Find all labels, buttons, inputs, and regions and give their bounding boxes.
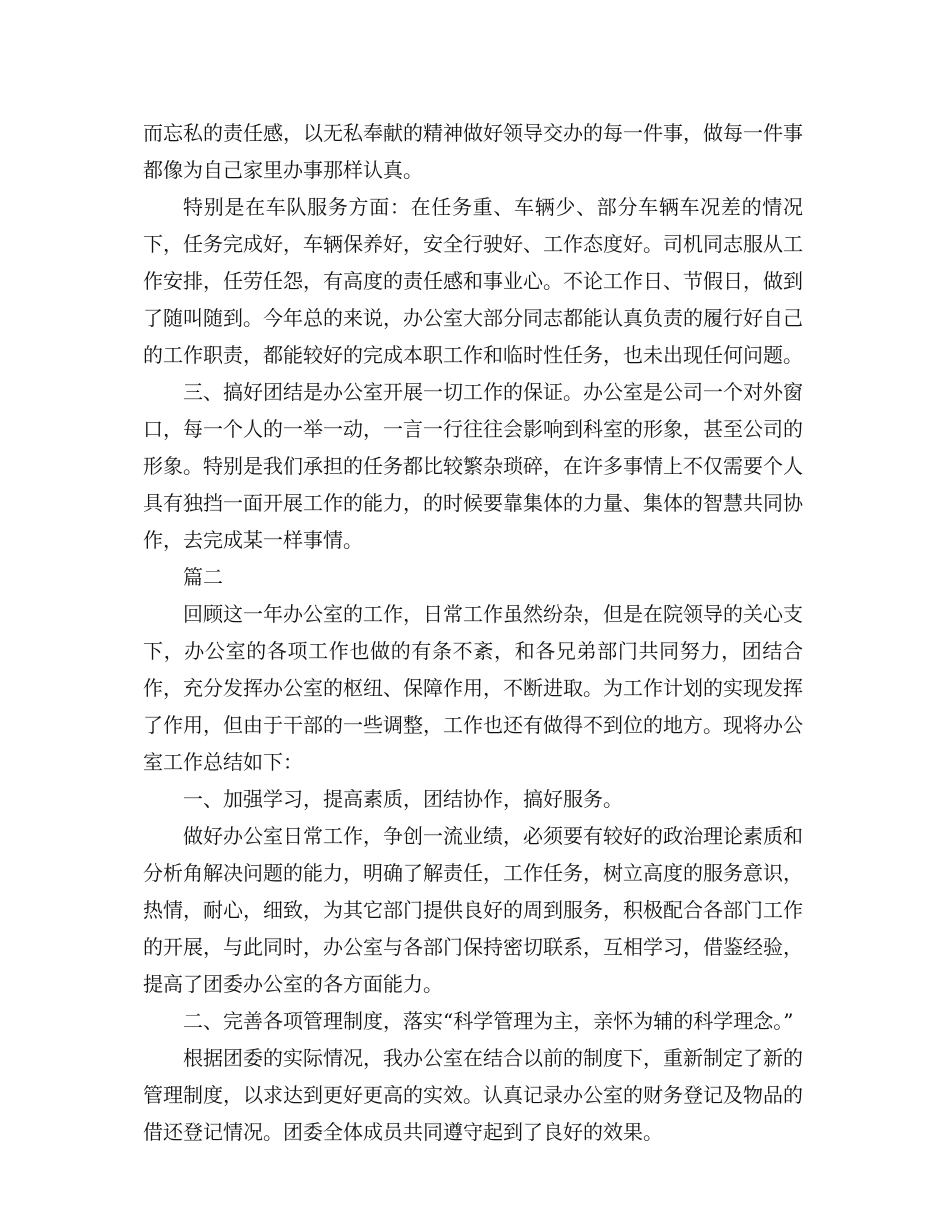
paragraph-fleet-service: 特别是在车队服务方面：在任务重、车辆少、部分车辆车况差的情况下，任务完成好，车辆保养好，安全行驶好、工作态度好。司机同志服从工作安排，任劳任怨，有高度的责任感和事业心。不论工作日、节假日，做到了随叫随到。今年总的来说，办公室大部分同志都能认真负责的履行好自己的工作职责，都能较好的完成本职工作和临时性任务，也未出现任何问题。 xyxy=(143,195,803,367)
paragraph-regulations: 根据团委的实际情况，我办公室在结合以前的制度下，重新制定了新的管理制度，以求达到更好更高的实效。认真记录办公室的财务登记及物品的借还登记情况。团委全体成员共同遵守起到了良好的效果。 xyxy=(143,1046,803,1144)
document-body xyxy=(143,115,803,1151)
heading-study: 一、加强学习，提高素质，团结协作，搞好服务。 xyxy=(183,787,623,811)
paragraph-continuation: 而忘私的责任感，以无私奉献的精神做好领导交办的每一件事，做每一件事都像为自己家里办事那样认真。 xyxy=(143,121,803,182)
paragraph-review: 回顾这一年办公室的工作，日常工作虽然纷杂，但是在院领导的关心支下，办公室的各项工作也做的有条不紊，和各兄弟部门共同努力，团结合作，充分发挥办公室的枢纽、保障作用，不断进取。为工作计划的实现发挥了作用，但由于干部的一些调整，工作也还有做得不到位的地方。现将办公室工作总结如下： xyxy=(143,602,803,774)
paragraph-unity: 三、搞好团结是办公室开展一切工作的保证。办公室是公司一个对外窗口，每一个人的一举一动，一言一行往往会影响到科室的形象，甚至公司的形象。特别是我们承担的任务都比较繁杂琐碎，在许多事情上不仅需要个人具有独挡一面开展工作的能力，的时候要靠集体的力量、集体的智慧共同协作，去完成某一样事情。 xyxy=(143,380,803,552)
heading-management: 二、完善各项管理制度，落实“科学管理为主，亲怀为辅的科学理念。” xyxy=(183,1009,794,1033)
paragraph-daily-work: 做好办公室日常工作，争创一流业绩，必须要有较好的政治理论素质和分析角解决问题的能力，明确了解责任，工作任务，树立高度的服务意识，热情，耐心，细致，为其它部门提供良好的周到服务，积极配合各部门工作的开展，与此同时，办公室与各部门保持密切联系，互相学习，借鉴经验，提高了团委办公室的各方面能力。 xyxy=(143,824,803,996)
section-heading-part-two: 篇二 xyxy=(183,565,223,589)
